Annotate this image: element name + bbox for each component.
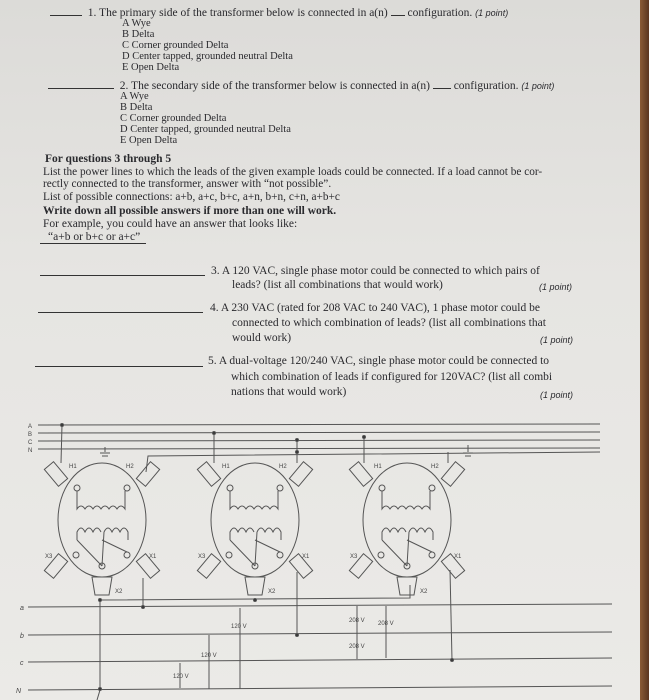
voltage-label: 120 V (173, 674, 189, 680)
line-label-N: N (28, 448, 33, 454)
instructions-text: For example, you could have an answer that looks like: (43, 218, 298, 230)
terminal-x3: X3 (198, 554, 206, 560)
line-label-b: b (20, 633, 24, 640)
q3-text: leads? (list all combinations that would work) (232, 279, 443, 291)
terminal-x2: X2 (420, 589, 428, 595)
line-label-a: a (20, 605, 24, 612)
option: A Wye (120, 91, 149, 102)
option: E Open Delta (122, 62, 180, 73)
option: A Wye (122, 18, 151, 29)
q3-text: 3. A 120 VAC, single phase motor could be connected to which pairs of (211, 265, 540, 277)
terminal-x3: X3 (45, 554, 53, 560)
q5-points: (1 point) (540, 390, 574, 400)
connections-list: List of possible connections: a+b, a+c, b+c, a+n, b+n, c+n, a+b+c (43, 191, 340, 203)
terminal-h2: H2 (431, 464, 439, 470)
option: B Delta (122, 29, 155, 40)
q1-points: (1 point) (475, 8, 509, 18)
option: C Corner grounded Delta (122, 40, 229, 51)
primary-bus (28, 424, 600, 454)
q5-text: nations that would work) (231, 386, 347, 398)
option: E Open Delta (120, 135, 178, 146)
q1-after: configuration. (407, 7, 473, 19)
q4-text: connected to which combination of leads? (list all combinations that (232, 317, 546, 329)
option: C Corner grounded Delta (120, 113, 227, 124)
secondary-bus (16, 604, 612, 695)
terminal-h2: H2 (126, 464, 134, 470)
voltage-label: 120 V (201, 653, 217, 659)
option: D Center tapped, grounded neutral Delta (122, 51, 293, 62)
q5-text: 5. A dual-voltage 120/240 VAC, single phase motor could be connected to (208, 355, 550, 367)
line-label-A: A (28, 424, 33, 430)
q2-text: 2. The secondary side of the transformer below is connected in a(n) (119, 80, 430, 92)
terminal-x1: X1 (454, 554, 462, 560)
q2-points: (1 point) (521, 81, 555, 91)
terminal-h2: H2 (279, 464, 287, 470)
terminal-x1: X1 (302, 554, 310, 560)
voltage-label: 120 V (231, 624, 247, 630)
line-label-C: C (28, 440, 33, 446)
voltage-label: 208 V (349, 644, 365, 650)
line-label-B: B (28, 432, 33, 438)
q4-text: would work) (232, 332, 292, 344)
q2-after: configuration. (453, 80, 519, 92)
q4-points: (1 point) (540, 335, 574, 345)
q1-text: 1. The primary side of the transformer below is connected in a(n) (87, 7, 388, 19)
terminal-h1: H1 (374, 464, 382, 470)
transformer-2 (197, 462, 312, 595)
q5-text: which combination of leads if configured for 120VAC? (list all combi (231, 371, 553, 383)
voltage-label: 208 V (378, 621, 394, 627)
q3-points: (1 point) (539, 282, 573, 292)
terminal-h1: H1 (222, 464, 230, 470)
transformer-3 (349, 462, 464, 595)
terminal-x3: X3 (350, 554, 358, 560)
option: D Center tapped, grounded neutral Delta (120, 124, 291, 135)
option: B Delta (120, 102, 153, 113)
instructions-text: List the power lines to which the leads of the given example loads could be connected. If a load cannot be cor- (43, 166, 543, 178)
q4-text: 4. A 230 VAC (rated for 208 VAC to 240 VAC), 1 phase motor could be (210, 302, 540, 314)
terminal-x2: X2 (268, 589, 276, 595)
line-label-c: c (20, 660, 24, 667)
line-label-n: N (16, 688, 22, 695)
instructions-text: rectly connected to the transformer, answer with “not possible”. (43, 178, 332, 190)
example-answer: “a+b or b+c or a+c” (40, 231, 146, 244)
terminal-x2: X2 (115, 589, 123, 595)
instructions-heading: For questions 3 through 5 (45, 153, 172, 165)
voltage-arrows (173, 606, 394, 689)
instructions-bold: Write down all possible answers if more than one will work. (43, 205, 337, 217)
voltage-label: 208 V (349, 618, 365, 624)
transformer-1 (44, 462, 159, 595)
terminal-h1: H1 (69, 464, 77, 470)
terminal-x1: X1 (149, 554, 157, 560)
